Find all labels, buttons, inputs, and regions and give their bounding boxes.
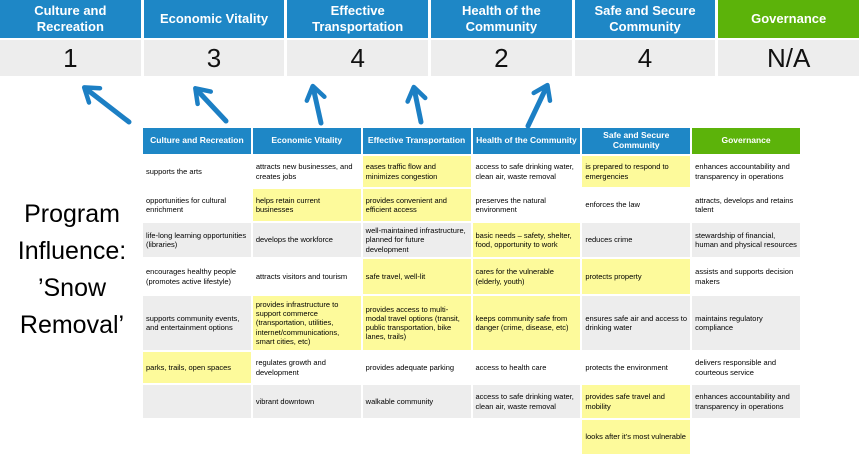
matrix-cell-r8c6 — [692, 420, 800, 454]
matrix-cell-r1c4: access to safe drinking water, clean air, waste removal — [473, 156, 581, 187]
matrix-cell-r6c3: provides adequate parking — [363, 352, 471, 383]
priority-header-effective-transportation: Effective Transportation — [287, 0, 428, 38]
priority-score-effective-transportation: 4 — [287, 40, 428, 76]
matrix-cell-r4c5: protects property — [582, 259, 690, 294]
matrix-cell-r7c3: walkable community — [363, 385, 471, 418]
matrix-cell-r3c2: develops the workforce — [253, 223, 361, 257]
priority-header-governance: Governance — [718, 0, 859, 38]
matrix-header-culture-and-recreation: Culture and Recreation — [143, 128, 251, 154]
matrix-cell-r8c5: looks after it's most vulnerable — [582, 420, 690, 454]
matrix-cell-r2c5: enforces the law — [582, 189, 690, 221]
matrix-cell-r7c4: access to safe drinking water, clean air, waste removal — [473, 385, 581, 418]
influence-arrow-1 — [85, 88, 129, 122]
influence-arrow-4 — [414, 88, 421, 122]
matrix-cell-r5c6: maintains regulatory compliance — [692, 296, 800, 350]
priority-score-economic-vitality: 3 — [144, 40, 285, 76]
matrix-cell-r6c5: protects the environment — [582, 352, 690, 383]
matrix-cell-r2c1: opportunities for cultural enrichment — [143, 189, 251, 221]
priority-score-health-of-the-community: 2 — [431, 40, 572, 76]
matrix-cell-r8c1 — [143, 420, 251, 454]
matrix-cell-r5c4: keeps community safe from danger (crime, disease, etc) — [473, 296, 581, 350]
priority-header-economic-vitality: Economic Vitality — [144, 0, 285, 38]
matrix-cell-r4c4: cares for the vulnerable (elderly, youth) — [473, 259, 581, 294]
banner-header-row — [0, 0, 859, 38]
program-influence-title: Program Influence: ’Snow Removal’ — [17, 200, 127, 339]
matrix-cell-r5c2: provides infrastructure to support commerce (transportation, utilities, internet/communications, smart cities, etc) — [253, 296, 361, 350]
priority-header-culture-and-recreation: Culture and Recreation — [0, 0, 141, 38]
matrix-cell-r4c6: assists and supports decision makers — [692, 259, 800, 294]
matrix-cell-r5c5: ensures safe air and access to drinking water — [582, 296, 690, 350]
matrix-cell-r3c4: basic needs – safety, shelter, food, opportunity to work — [473, 223, 581, 257]
matrix-cell-r2c2: helps retain current businesses — [253, 189, 361, 221]
matrix-header-economic-vitality: Economic Vitality — [253, 128, 361, 154]
influence-arrow-3 — [313, 87, 321, 123]
matrix-cell-r1c6: enhances accountability and transparency in operations — [692, 156, 800, 187]
matrix-cell-r1c5: is prepared to respond to emergencies — [582, 156, 690, 187]
matrix-cell-r7c1 — [143, 385, 251, 418]
matrix-cell-r3c3: well-maintained infrastructure, planned for future development — [363, 223, 471, 257]
matrix-cell-r4c3: safe travel, well-lit — [363, 259, 471, 294]
matrix-cell-r8c4 — [473, 420, 581, 454]
matrix-cell-r6c2: regulates growth and development — [253, 352, 361, 383]
matrix-cell-r6c4: access to health care — [473, 352, 581, 383]
matrix-cell-r1c3: eases traffic flow and minimizes congestion — [363, 156, 471, 187]
matrix-cell-r5c3: provides access to multi-modal travel options (transit, public transportation, bike lanes, trails) — [363, 296, 471, 350]
matrix-cell-r6c1: parks, trails, open spaces — [143, 352, 251, 383]
matrix-cell-r3c6: stewardship of financial, human and physical resources — [692, 223, 800, 257]
matrix-cell-r1c2: attracts new businesses, and creates jobs — [253, 156, 361, 187]
influence-arrow-2 — [196, 89, 226, 121]
matrix-cell-r6c6: delivers responsible and courteous service — [692, 352, 800, 383]
matrix-cell-r4c2: attracts visitors and tourism — [253, 259, 361, 294]
priority-scoreboard — [0, 0, 859, 76]
matrix-header-effective-transportation: Effective Transportation — [363, 128, 471, 154]
priority-header-safe-and-secure-community: Safe and Secure Community — [575, 0, 716, 38]
matrix-cell-r5c1: supports community events, and entertainment options — [143, 296, 251, 350]
priority-score-governance: N/A — [718, 40, 859, 76]
matrix-cell-r3c5: reduces crime — [582, 223, 690, 257]
matrix-cell-r7c6: enhances accountability and transparency in operations — [692, 385, 800, 418]
matrix-cell-r8c2 — [253, 420, 361, 454]
banner-score-row — [0, 40, 859, 76]
matrix-cell-r3c1: life-long learning opportunities (libraries) — [143, 223, 251, 257]
matrix-cell-r2c3: provides convenient and efficient access — [363, 189, 471, 221]
matrix-cell-r2c4: preserves the natural environment — [473, 189, 581, 221]
priority-score-safe-and-secure-community: 4 — [575, 40, 716, 76]
influence-matrix — [143, 128, 800, 454]
influence-arrow-5 — [528, 86, 547, 126]
priority-header-health-of-the-community: Health of the Community — [431, 0, 572, 38]
matrix-cell-r8c3 — [363, 420, 471, 454]
matrix-header-safe-and-secure-community: Safe and Secure Community — [582, 128, 690, 154]
matrix-cell-r7c5: provides safe travel and mobility — [582, 385, 690, 418]
matrix-cell-r7c2: vibrant downtown — [253, 385, 361, 418]
matrix-cell-r1c1: supports the arts — [143, 156, 251, 187]
matrix-cell-r2c6: attracts, develops and retains talent — [692, 189, 800, 221]
matrix-header-governance: Governance — [692, 128, 800, 154]
matrix-header-health-of-the-community: Health of the Community — [473, 128, 581, 154]
matrix-cell-r4c1: encourages healthy people (promotes active lifestyle) — [143, 259, 251, 294]
priority-score-culture-and-recreation: 1 — [0, 40, 141, 76]
